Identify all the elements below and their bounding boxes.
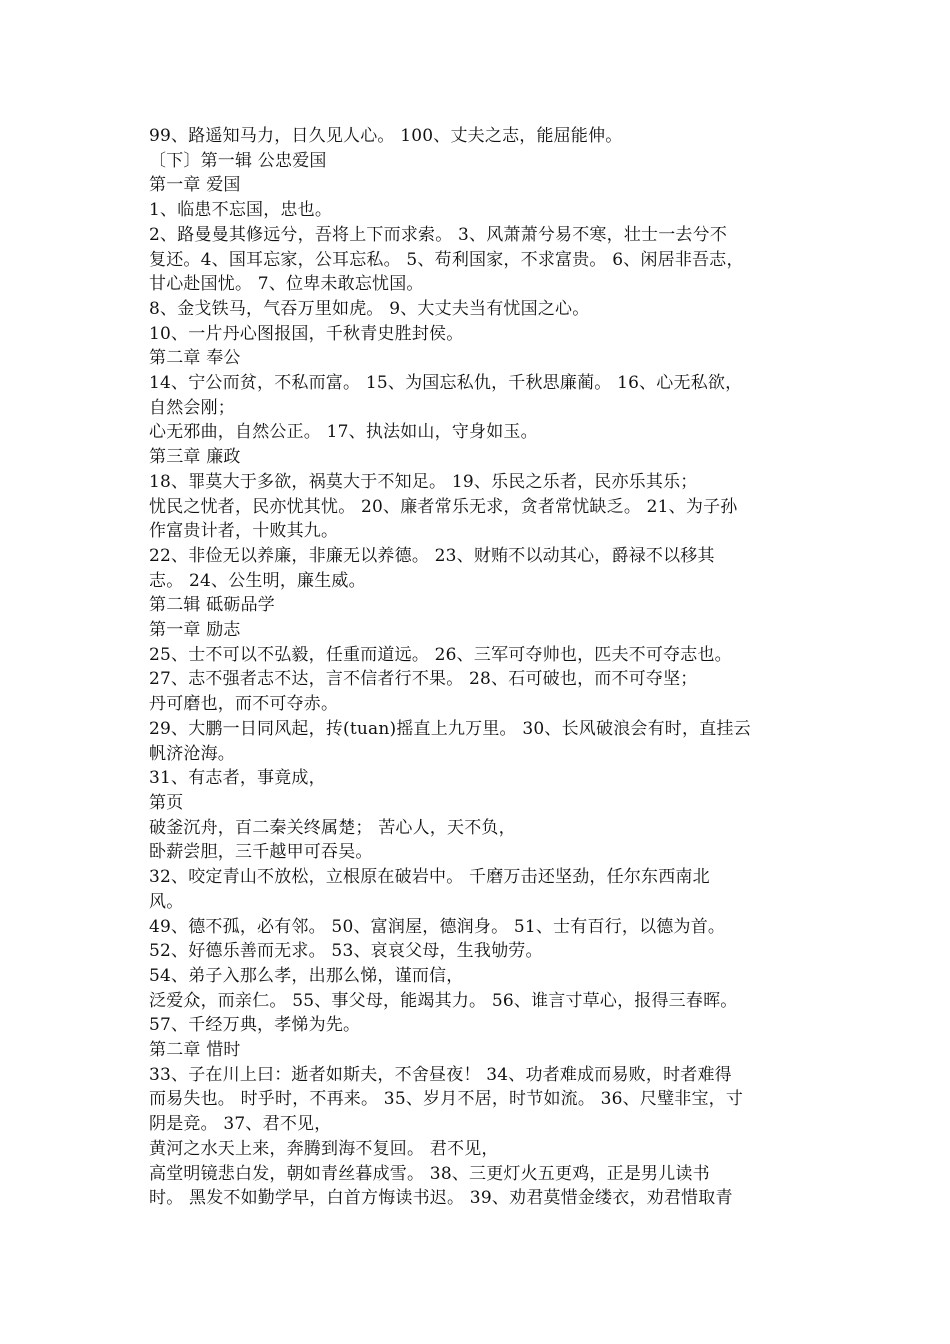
text-line: 99、路遥知马力，日久见人心。 100、丈夫之志，能屈能伸。 [149,126,623,146]
text-line: 2、路曼曼其修远兮，吾将上下而求索。 3、风萧萧兮易不寒，壮士一去兮不 [149,224,728,245]
text-line: 31、有志者，事竟成， [149,768,326,789]
text-line: 时。 黑发不如勤学早，白首方悔读书迟。 39、劝君莫惜金缕衣，劝君惜取青 [149,1188,733,1209]
text-line: 阴是竞。 37、君不见， [149,1114,332,1135]
text-line: 而易失也。 时乎时，不再来。 35、岁月不居，时节如流。 36、尺璧非宝，寸 [149,1089,744,1110]
text-line: 忧民之忧者，民亦忧其忧。 20、廉者常乐无求，贪者常忧缺乏。 21、为子孙 [149,496,738,517]
text-line: 复还。4、国耳忘家，公耳忘私。 5、苟利国家，不求富贵。 6、闲居非吾志， [149,249,744,270]
section-heading: 〔下〕第一辑 公忠爱国 [149,150,327,171]
text-line: 作富贵计者，十败其九。 [149,521,339,542]
chapter-heading: 第二章 奉公 [149,348,241,369]
section-heading: 第二辑 砥砺品学 [149,595,276,616]
chapter-heading: 第一章 爱国 [149,175,241,196]
text-line: 1、临患不忘国，忠也。 [149,200,333,221]
chapter-heading: 第二章 惜时 [149,1040,241,1061]
text-line: 帆济沧海。 [149,743,235,764]
chapter-heading: 第一章 励志 [149,620,241,641]
text-line: 自然会刚； [149,397,235,418]
chapter-heading: 第三章 廉政 [149,447,241,468]
text-line: 志。 24、公生明，廉生威。 [149,570,366,591]
text-line: 25、士不可以不弘毅，任重而道远。 26、三军可夺帅也，匹夫不可夺志也。 [149,644,732,665]
text-line: 黄河之水天上来，奔腾到海不复回。 君不见， [149,1138,499,1159]
text-line: 丹可磨也，而不可夺赤。 [149,694,339,715]
text-line: 8、金戈铁马，气吞万里如虎。 9、大丈夫当有忧国之心。 [149,298,590,319]
page-marker: 第页 [149,792,184,813]
text-line: 泛爱众，而亲仁。 55、事父母，能竭其力。 56、谁言寸草心，报得三春晖。 [149,990,738,1011]
text-line: 49、德不孤，必有邻。 50、富润屋，德润身。 51、士有百行，以德为首。 [149,916,726,937]
text-line: 18、罪莫大于多欲，祸莫大于不知足。 19、乐民之乐者，民亦乐其乐； [149,471,698,492]
text-line: 心无邪曲，自然公正。 17、执法如山，守身如玉。 [149,422,538,443]
text-line: 33、子在川上曰：逝者如斯夫，不舍昼夜！ 34、功者难成而易败，时者难得 [149,1064,732,1085]
document-body [149,124,804,1211]
text-line: 高堂明镜悲白发，朝如青丝暮成雪。 38、三更灯火五更鸡，正是男儿读书 [149,1163,710,1184]
text-line: 29、大鹏一日同风起，抟(tuan)摇直上九万里。 30、长风破浪会有时，直挂云 [149,718,751,739]
text-line: 10、一片丹心图报国，千秋青史胜封侯。 [149,323,464,344]
text-line: 14、宁公而贫，不私而富。 15、为国忘私仇，千秋思廉蔺。 16、心无私欲， [149,373,743,394]
text-line: 风。 [149,891,184,912]
text-line: 甘心赴国忧。 7、位卑未敢忘忧国。 [149,274,424,295]
text-line: 52、好德乐善而无求。 53、哀哀父母，生我劬劳。 [149,941,543,962]
text-line: 22、非俭无以养廉，非廉无以养德。 23、财贿不以动其心，爵禄不以移其 [149,545,715,566]
text-line: 卧薪尝胆，三千越甲可吞吴。 [149,842,373,863]
text-line: 57、千经万典，孝悌为先。 [149,1015,361,1036]
text-line: 32、咬定青山不放松，立根原在破岩中。 千磨万击还坚劲，任尔东西南北 [149,867,710,888]
text-line: 破釜沉舟，百二秦关终属楚； 苦心人，天不负， [149,817,516,838]
text-line: 54、弟子入那么孝，出那么悌，谨而信， [149,965,464,986]
text-line: 27、志不强者志不达，言不信者行不果。 28、石可破也，而不可夺坚； [149,669,698,690]
